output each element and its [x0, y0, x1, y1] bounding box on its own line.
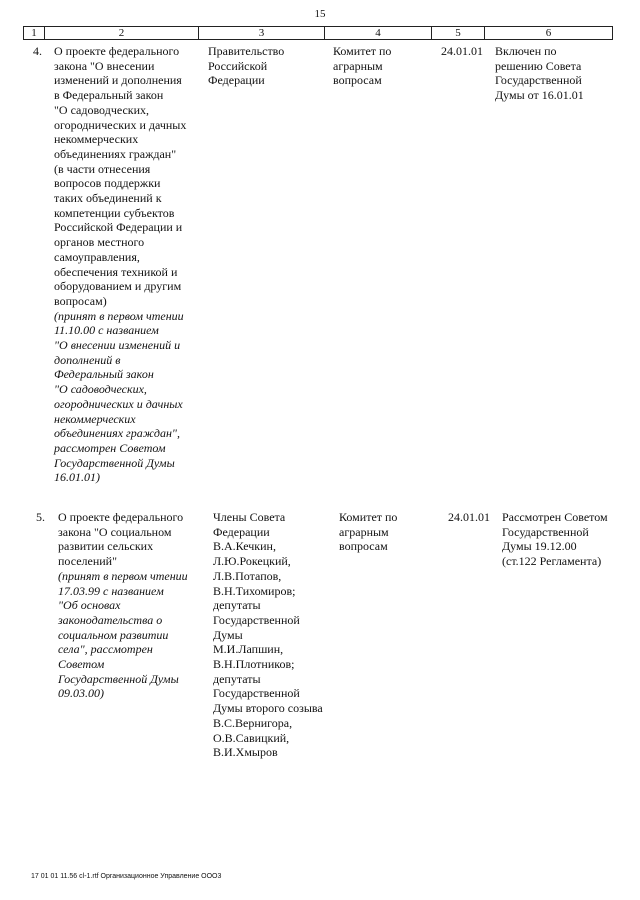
text-line: депутаты: [213, 598, 261, 613]
text-line: развитии сельских: [58, 539, 154, 554]
text-line: Государственной Думы: [54, 455, 175, 470]
text-line: аграрным: [333, 58, 383, 73]
text-line: огороднических и дачных: [54, 117, 187, 132]
text-line: О проекте федерального: [58, 510, 184, 524]
text-line: компетенции субъектов: [54, 205, 175, 220]
text-line: (принят в первом чтении: [58, 568, 188, 583]
text-line: закона "О социальном: [58, 524, 172, 539]
review-date: 24.01.01: [441, 44, 483, 58]
text-line: Государственной: [502, 524, 589, 539]
bill-author: [208, 44, 328, 88]
text-line: В.Н.Тихомиров;: [213, 583, 296, 598]
text-line: 16.01.01): [54, 470, 100, 485]
column-header-1: 1: [24, 27, 45, 40]
text-line: Члены Совета: [213, 510, 286, 524]
text-line: (в части отнесения: [54, 161, 151, 176]
bill-note: [54, 309, 202, 485]
text-line: депутаты: [213, 671, 261, 686]
text-line: Думы от 16.01.01: [495, 88, 584, 103]
text-line: "О внесении изменений и: [54, 338, 181, 353]
text-line: вопросов поддержки: [54, 176, 161, 191]
text-line: Федеральный закон: [54, 367, 154, 382]
text-line: таких объединений к: [54, 191, 162, 206]
text-line: самоуправления,: [54, 249, 140, 264]
column-header-6: 6: [485, 27, 613, 40]
text-line: "Об основах: [58, 598, 121, 613]
text-line: Федерации: [208, 73, 265, 88]
page-number: 15: [314, 8, 326, 20]
text-line: 11.10.00 с названием: [54, 323, 159, 338]
text-line: Думы второго созыва: [213, 701, 323, 716]
text-line: Комитет по: [333, 44, 392, 58]
text-line: О проекте федерального: [54, 44, 180, 58]
text-line: (принят в первом чтении: [54, 308, 184, 323]
row-number: 4.: [33, 44, 42, 58]
text-line: "О садоводческих,: [54, 102, 150, 117]
responsible-committee: [333, 44, 433, 88]
text-line: 17.03.99 с названием: [58, 583, 164, 598]
responsible-committee: [339, 510, 439, 554]
text-line: О.В.Савицкий,: [213, 730, 290, 745]
text-line: Рассмотрен Советом: [502, 510, 608, 524]
bill-status: [495, 44, 617, 103]
text-line: некоммерческих: [54, 132, 139, 147]
text-line: Л.Ю.Рокецкий,: [213, 554, 291, 569]
text-line: закона "О внесении: [54, 58, 155, 73]
text-line: обеспечения техникой и: [54, 264, 178, 279]
text-line: органов местного: [54, 235, 145, 250]
row-number: 5.: [36, 510, 45, 524]
text-line: законодательства о: [58, 612, 163, 627]
bill-note: [58, 569, 206, 701]
text-line: вопросам): [54, 293, 107, 308]
text-line: объединениях граждан": [54, 146, 177, 161]
text-line: В.С.Вернигора,: [213, 715, 293, 730]
text-line: некоммерческих: [54, 411, 136, 426]
text-line: Думы 19.12.00: [502, 539, 577, 554]
column-header-2: 2: [45, 27, 199, 40]
text-line: дополнений в: [54, 352, 121, 367]
text-line: огороднических и дачных: [54, 396, 183, 411]
column-header-table: [23, 26, 613, 40]
text-line: В.И.Хмыров: [213, 745, 278, 760]
text-line: В.Н.Плотников;: [213, 657, 295, 672]
column-header-3: 3: [199, 27, 325, 40]
text-line: Государственной Думы: [58, 671, 179, 686]
text-line: Советом: [58, 657, 105, 672]
bill-status: [502, 510, 618, 569]
text-line: вопросам: [333, 73, 382, 88]
text-line: объединениях граждан",: [54, 426, 180, 441]
text-line: в Федеральный закон: [54, 88, 164, 103]
column-header-4: 4: [325, 27, 432, 40]
text-line: Государственной: [495, 73, 582, 88]
text-line: Государственной: [213, 612, 300, 627]
text-line: Включен по: [495, 44, 557, 58]
text-line: Российской: [208, 58, 268, 73]
text-line: Федерации: [213, 524, 270, 539]
text-line: 09.03.00): [58, 686, 104, 701]
text-line: "О садоводческих,: [54, 382, 147, 397]
bill-title: [58, 510, 206, 701]
document-footer: 17 01 01 11.56 cl-1.rtf Организационное Управление ООО3: [31, 873, 222, 880]
text-line: изменений и дополнения: [54, 73, 182, 88]
bill-author: [213, 510, 337, 760]
text-line: (ст.122 Регламента): [502, 554, 602, 569]
text-line: Правительство: [208, 44, 285, 58]
text-line: Л.В.Потапов,: [213, 568, 282, 583]
text-line: М.И.Лапшин,: [213, 642, 284, 657]
text-line: села", рассмотрен: [58, 642, 153, 657]
text-line: Государственной: [213, 686, 300, 701]
text-line: Думы: [213, 627, 243, 642]
column-header-5: 5: [432, 27, 485, 40]
text-line: аграрным: [339, 524, 389, 539]
text-line: оборудованием и другим: [54, 279, 182, 294]
text-line: вопросам: [339, 539, 388, 554]
text-line: Комитет по: [339, 510, 398, 524]
bill-title: [54, 44, 202, 485]
text-line: Российской Федерации и: [54, 220, 183, 235]
text-line: рассмотрен Советом: [54, 440, 166, 455]
review-date: 24.01.01: [448, 510, 490, 524]
text-line: поселений": [58, 554, 117, 569]
text-line: В.А.Кечкин,: [213, 539, 276, 554]
text-line: решению Совета: [495, 58, 582, 73]
text-line: социальном развитии: [58, 627, 169, 642]
